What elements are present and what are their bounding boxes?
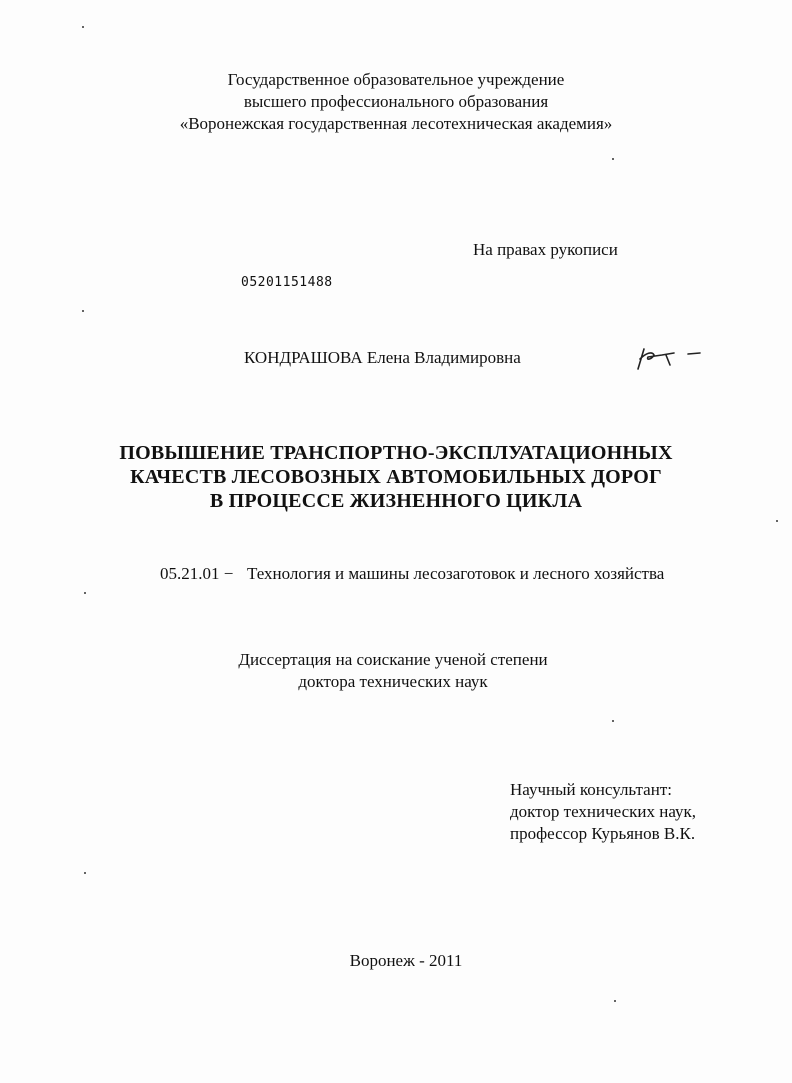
signature: [630, 343, 710, 373]
consultant-degree: доктор технических наук,: [510, 802, 697, 821]
scan-speck: [84, 872, 86, 874]
specialty-code: 05.21.01 −: [160, 564, 234, 583]
institution-line-1: Государственное образовательное учреждение: [227, 70, 565, 89]
scan-speck: [82, 26, 84, 28]
scan-speck: [776, 520, 778, 522]
thesis-title-line-1: ПОВЫШЕНИЕ ТРАНСПОРТНО-ЭКСПЛУАТАЦИОННЫХ: [119, 442, 673, 464]
institution-line-2: высшего профессионального образования: [243, 92, 549, 111]
specialty-name: Технология и машины лесозаготовок и лесного хозяйства: [247, 564, 665, 583]
scan-speck: [82, 310, 84, 312]
scan-speck: [612, 720, 614, 722]
consultant-name: профессор Курьянов В.К.: [510, 824, 696, 843]
author-name: КОНДРАШОВА Елена Владимировна: [244, 348, 521, 367]
consultant-label: Научный консультант:: [510, 780, 672, 799]
thesis-title-line-2: КАЧЕСТВ ЛЕСОВОЗНЫХ АВТОМОБИЛЬНЫХ ДОРОГ: [130, 466, 662, 488]
thesis-title-line-3: В ПРОЦЕССЕ ЖИЗНЕННОГО ЦИКЛА: [209, 490, 583, 512]
degree-line-2: доктора технических наук: [298, 672, 488, 691]
city-year: Воронеж - 2011: [349, 951, 463, 970]
institution-line-3: «Воронежская государственная лесотехническая академия»: [179, 114, 613, 133]
degree-line-1: Диссертация на соискание ученой степени: [238, 650, 548, 669]
scan-speck: [612, 158, 614, 160]
catalog-number: 05201151488: [241, 275, 333, 290]
scan-speck: [84, 592, 86, 594]
scan-speck: [614, 1000, 616, 1002]
rights-note: На правах рукописи: [473, 240, 618, 259]
